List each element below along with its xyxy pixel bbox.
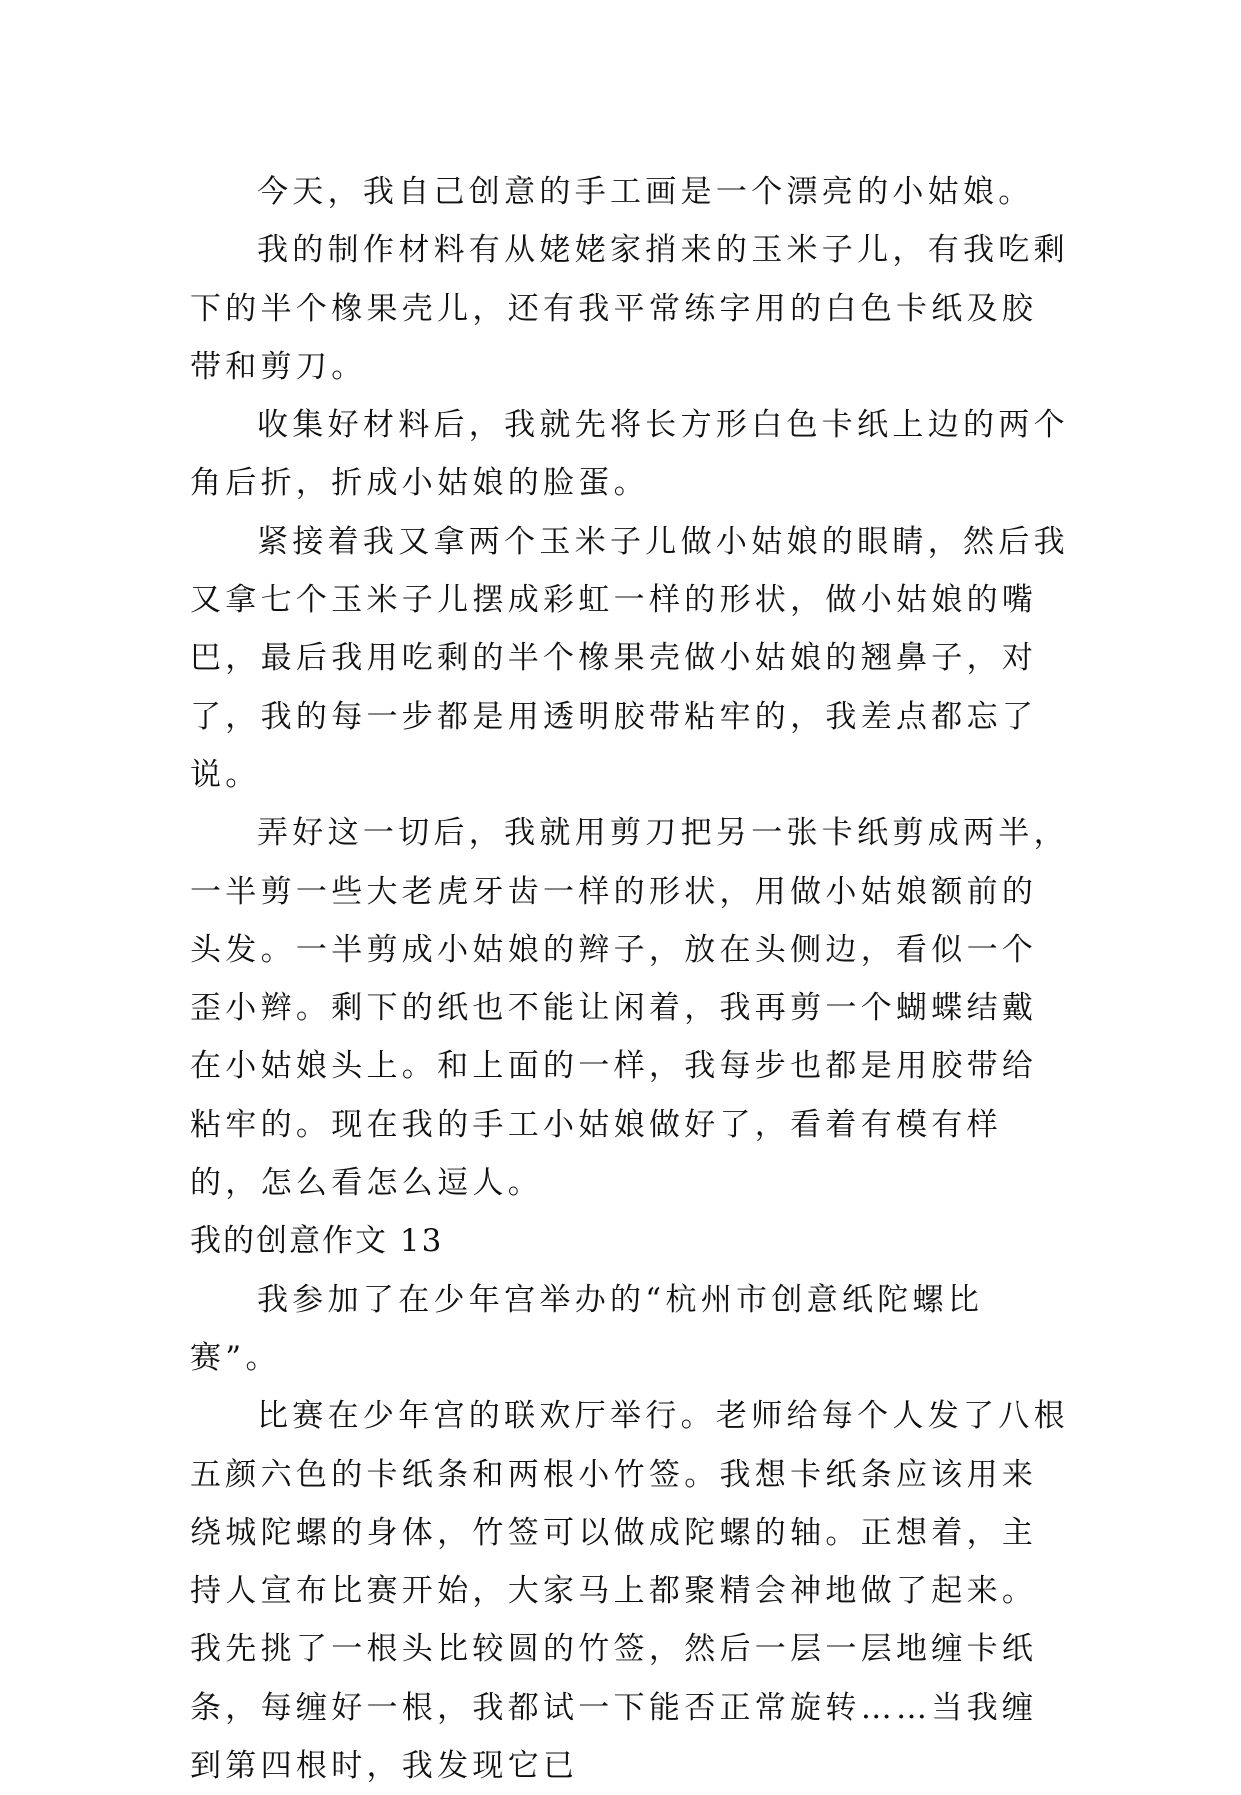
section-heading: 我的创意作文 13 <box>190 1223 444 1260</box>
document-body <box>190 163 1070 1795</box>
paragraph: 弄好这一切后，我就用剪刀把另一张卡纸剪成两半，一半剪一些大老虎牙齿一样的形状，用做小姑娘额前的头发。一半剪成小姑娘的辫子，放在头侧边，看似一个歪小辫。剩下的纸也不能让闲着，我再剪一个蝴蝶结戴在小姑娘头上。和上面的一样，我每步也都是用胶带给粘牢的。现在我的手工小姑娘做好了，看着有模有样的，怎么看怎么逗人。 <box>190 815 1069 1202</box>
paragraph: 收集好材料后，我就先将长方形白色卡纸上边的两个角后折，折成小姑娘的脸蛋。 <box>190 407 1069 502</box>
paragraph: 紧接着我又拿两个玉米子儿做小姑娘的眼睛，然后我又拿七个玉米子儿摆成彩虹一样的形状，做小姑娘的嘴巴，最后我用吃剩的半个橡果壳做小姑娘的翘鼻子，对了，我的每一步都是用透明胶带粘牢的，我差点都忘了说。 <box>190 523 1069 793</box>
paragraph: 比赛在少年宫的联欢厅举行。老师给每个人发了八根五颜六色的卡纸条和两根小竹签。我想卡纸条应该用来绕城陀螺的身体，竹签可以做成陀螺的轴。正想着，主持人宣布比赛开始，大家马上都聚精会神地做了起来。我先挑了一根头比较圆的竹签，然后一层一层地缠卡纸条，每缠好一根，我都试一下能否正常旋转……当我缠到第四根时，我发现它已 <box>190 1398 1069 1785</box>
paragraph: 我的制作材料有从姥姥家捎来的玉米子儿，有我吃剩下的半个橡果壳儿，还有我平常练字用的白色卡纸及胶带和剪刀。 <box>190 232 1069 385</box>
paragraph: 我参加了在少年宫举办的“杭州市创意纸陀螺比赛”。 <box>190 1281 984 1376</box>
paragraph: 今天，我自己创意的手工画是一个漂亮的小姑娘。 <box>257 174 1034 210</box>
